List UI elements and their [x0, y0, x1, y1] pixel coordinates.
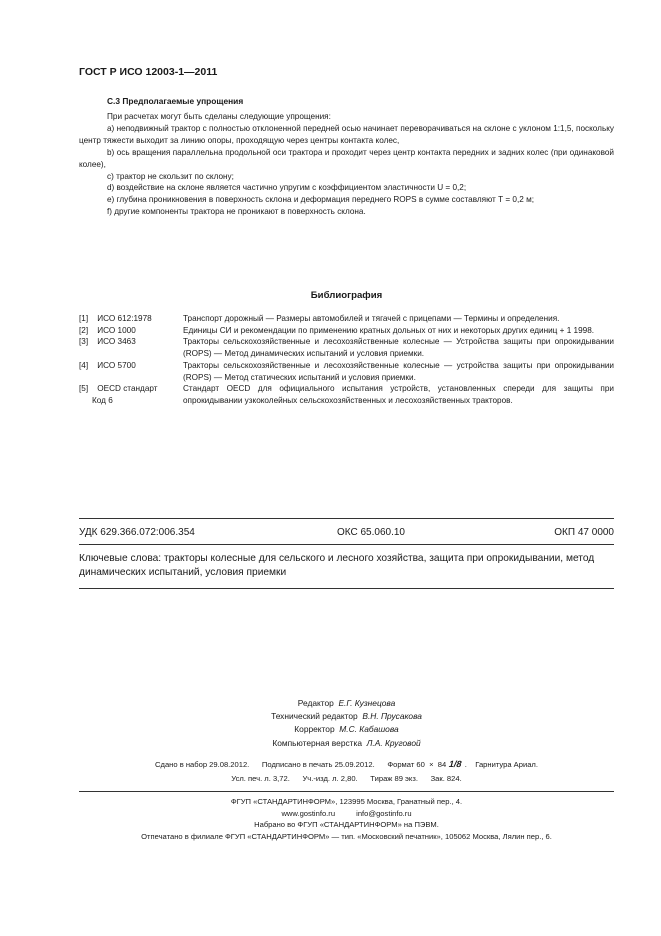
divider [79, 518, 614, 519]
print-line: Усл. печ. л. 3,72. Уч.-изд. л. 2,80. Тираж 89 экз. Зак. 824. [231, 774, 462, 783]
editorial-staff [79, 697, 614, 750]
bibliography-entry [79, 360, 614, 383]
entry-reference: OECD стандарт [97, 384, 158, 394]
publisher-info [79, 796, 614, 842]
entry-reference: ИСО 3463 [97, 337, 136, 347]
entry-number: [3] [79, 337, 89, 347]
bibliography-entry [79, 325, 614, 337]
okp-code: ОКП 47 0000 [554, 527, 614, 538]
entry-reference: ИСО 612:1978 [97, 314, 152, 323]
entry-reference: ИСО 5700 [97, 360, 136, 370]
entry-reference: ИСО 1000 [97, 325, 136, 335]
staff-name: В.Н. Прусакова [362, 711, 422, 722]
bibliography-title: Библиография [310, 290, 383, 301]
print-info [79, 757, 614, 786]
section-c3-item: е) глубина проникновения в поверхность склона и деформация переднего ROPS в сумме составляют Т = 0,2 м; [107, 195, 534, 205]
staff-line [79, 723, 614, 736]
staff-name: Л.А. Круговой [366, 737, 421, 748]
print-line [79, 757, 614, 772]
divider [79, 544, 614, 545]
section-c3-item: b) ось вращения параллельна продольной оси трактора и проходит через центр контакта передних и задних колес (при одинаковой колее), [79, 147, 614, 169]
publisher-line: Отпечатано в филиале ФГУП «СТАНДАРТИНФОРМ» — тип. «Московский печатник», 105062 Москва, Лялин пер., 6. [141, 831, 552, 841]
publisher-line: Набрано во ФГУП «СТАНДАРТИНФОРМ» на ПЭВМ. [254, 820, 439, 829]
entry-text: Тракторы сельскохозяйственные и лесохозяйственные колесные — устройства защиты при опрокидывании (ROPS) — Метод статических испытаний и условия приемки. [183, 360, 614, 382]
section-c3-item: а) неподвижный трактор с полностью отклоненной передней осью начинает переворачиваться на склоне с уклоном 1:1,5, поскольку центр тяжести выходит за линию опоры, проходящую через центры контакта колес, [79, 123, 614, 145]
staff-role: Корректор [294, 724, 335, 735]
format-fraction: 1/8 [447, 759, 464, 769]
entry-reference-code: Код 6 [92, 395, 113, 405]
divider [79, 588, 614, 589]
publisher-line: www.gostinfo.ru info@gostinfo.ru [281, 808, 412, 818]
bibliography-entry [79, 383, 614, 406]
entry-number: [4] [79, 360, 89, 370]
staff-role: Редактор [297, 698, 334, 708]
entry-text: Транспорт дорожный — Размеры автомобилей и тягачей с прицепами — Термины и определения. [183, 314, 560, 323]
udk-code: УДК 629.366.072:006.354 [79, 527, 195, 538]
staff-line [79, 710, 614, 723]
bibliography-list [79, 313, 614, 407]
entry-text: Тракторы сельскохозяйственные и лесохозяйственные колесные — Устройства защиты при опрокидывании (ROPS) — Метод динамических испытаний и условия приемки. [183, 337, 614, 359]
keywords: Ключевые слова: тракторы колесные для сельского и лесного хозяйства, защита при опрокидывании, метод динамических испытаний, условия приемки [79, 553, 595, 578]
divider [79, 791, 614, 792]
staff-role: Компьютерная верстка [272, 737, 363, 748]
staff-name: М.С. Кабашова [339, 724, 399, 735]
entry-number: [1] [79, 314, 89, 323]
publisher-line: ФГУП «СТАНДАРТИНФОРМ», 123995 Москва, Гранатный пер., 4. [230, 797, 463, 806]
section-c3-item: с) трактор не скользит по склону; [107, 171, 234, 181]
entry-text: Единицы СИ и рекомендации по применению кратных дольных от них и некоторых других единиц + 1 1998. [183, 325, 595, 335]
entry-text: Стандарт OECD для официального испытания устройств, установленных спереди для защиты при опрокидывании узкоколейных сельскохозяйственных и лесохозяйственных тракторов. [183, 384, 614, 405]
bibliography-entry [79, 336, 614, 359]
document-header: ГОСТ Р ИСО 12003-1—2011 [79, 66, 218, 78]
oks-code: ОКС 65.060.10 [337, 527, 405, 538]
section-c3-item: f) другие компоненты трактора не проникают в поверхность склона. [107, 207, 366, 217]
entry-number: [2] [79, 325, 89, 335]
section-c3-intro: При расчетах могут быть сделаны следующие упрощения: [107, 112, 331, 121]
bibliography-entry [79, 313, 614, 325]
staff-line [79, 697, 614, 710]
staff-name: Е.Г. Кузнецова [338, 698, 396, 708]
section-c3-item: d) воздействие на склоне является частично упругим с коэффициентом эластичности U = 0,2; [107, 183, 467, 193]
section-c3-title: С.3 Предполагаемые упрощения [107, 96, 244, 106]
staff-role: Технический редактор [271, 711, 358, 722]
print-line-part: . Гарнитура Ариал. [464, 760, 538, 769]
print-line-part: Сдано в набор 29.08.2012. Подписано в печать 25.09.2012. Формат 60 × 84 [155, 760, 447, 769]
section-c3-body [79, 111, 614, 218]
staff-line [79, 737, 614, 750]
entry-number: [5] [79, 384, 89, 394]
